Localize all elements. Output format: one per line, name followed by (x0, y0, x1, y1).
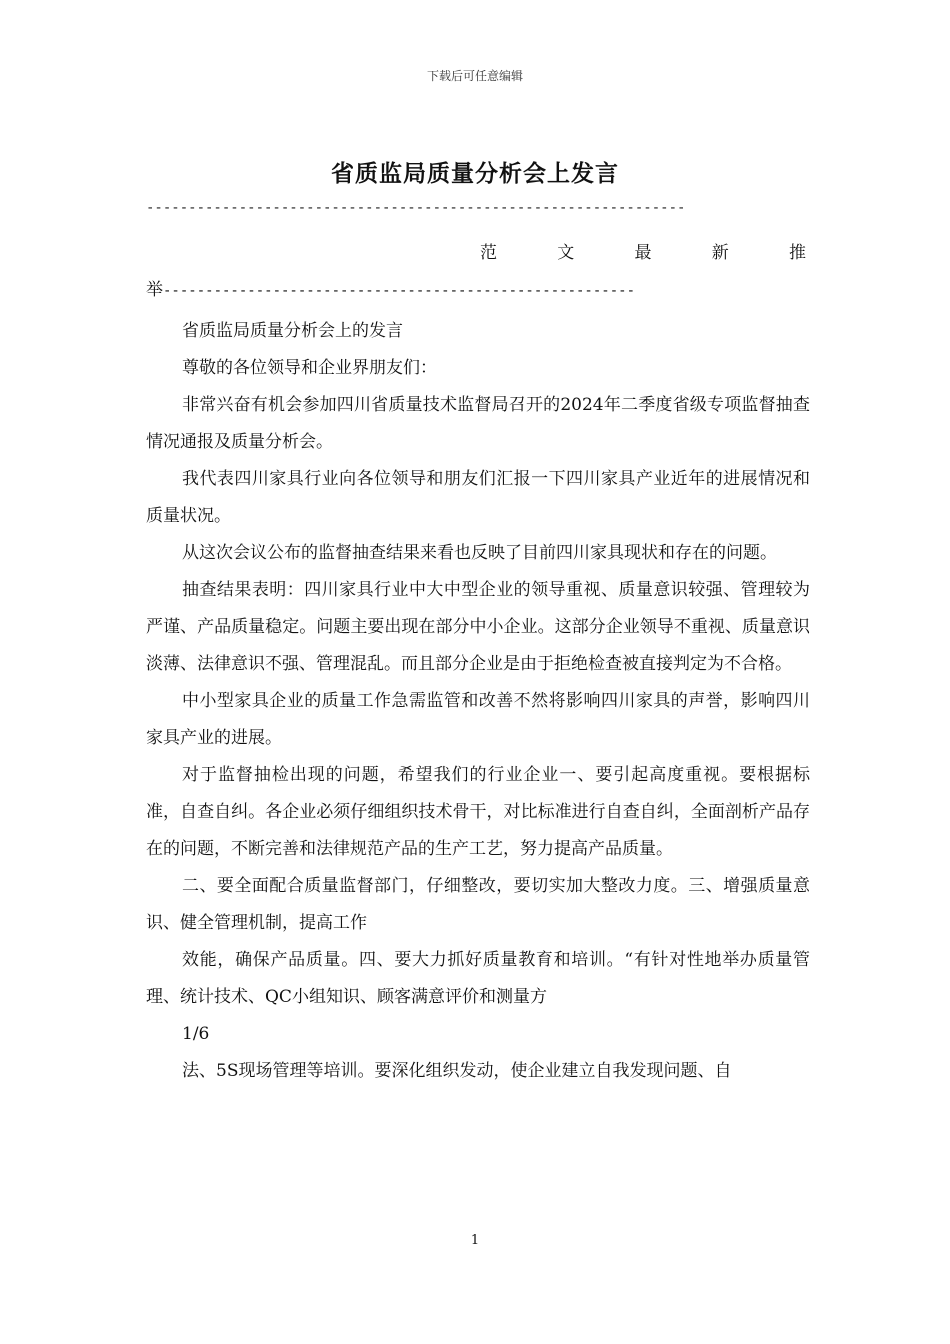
page-title: 省质监局质量分析会上发言 (331, 160, 619, 187)
paragraph: 二、要全面配合质量监督部门，仔细整改，要切实加大整改力度。三、增强质量意识、健全管理机制，提高工作 (146, 876, 810, 933)
recommend-char: 文 (557, 243, 575, 263)
page-fraction: 1/6 (182, 1024, 210, 1044)
paragraph: 中小型家具企业的质量工作急需监管和改善不然将影响四川家具的声誉，影响四川家具产业的进展。 (146, 691, 810, 748)
page-number: 1 (470, 1233, 480, 1248)
paragraph: 法、5S现场管理等培训。要深化组织发动，使企业建立自我发现问题、自 (182, 1061, 732, 1081)
header-note: 下载后可任意编辑 (426, 69, 523, 83)
paragraph: 抽查结果表明：四川家具行业中大中型企业的领导重视、质量意识较强、管理较为严谨、产品质量稳定。问题主要出现在部分中小企业。这部分企业领导不重视、质量意识淡薄、法律意识不强、管理混乱。而且部分企业是由于拒绝检查被直接判定为不合格。 (146, 580, 810, 674)
document-body (146, 313, 810, 1090)
recommend-char: 新 (711, 243, 729, 263)
recommend-char: 推 (789, 243, 806, 263)
paragraph: 从这次会议公布的监督抽查结果来看也反映了目前四川家具现状和存在的问题。 (182, 543, 777, 563)
title-rule: ---------------------------------------------------------------- (146, 200, 686, 216)
recommend-tail: 举 (146, 280, 163, 300)
paragraph: 我代表四川家具行业向各位领导和朋友们汇报一下四川家具产业近年的进展情况和质量状况。 (146, 469, 810, 526)
recommend-rule (146, 275, 635, 300)
paragraph: 非常兴奋有机会参加四川省质量技术监督局召开的2024年二季度省级专项监督抽查情况通报及质量分析会。 (146, 395, 810, 452)
recommend-char: 范 (480, 243, 497, 263)
paragraph: 效能，确保产品质量。四、要大力抓好质量教育和培训。“有针对性地举办质量管理、统计技术、QC小组知识、顾客满意评价和测量方 (146, 950, 810, 1007)
recommend-char: 最 (634, 243, 652, 263)
recommend-heading (480, 238, 806, 263)
paragraph: 省质监局质量分析会上的发言 (182, 321, 403, 341)
paragraph: 对于监督抽检出现的问题，希望我们的行业企业一、要引起高度重视。要根据标准，自查自纠。各企业必须仔细组织技术骨干，对比标准进行自查自纠，全面剖析产品存在的问题，不断完善和法律规范产品的生产工艺，努力提高产品质量。 (146, 765, 810, 859)
recommend-dashes: -------------------------------------------------------- (163, 283, 636, 299)
paragraph: 尊敬的各位领导和企业界朋友们： (182, 358, 437, 378)
